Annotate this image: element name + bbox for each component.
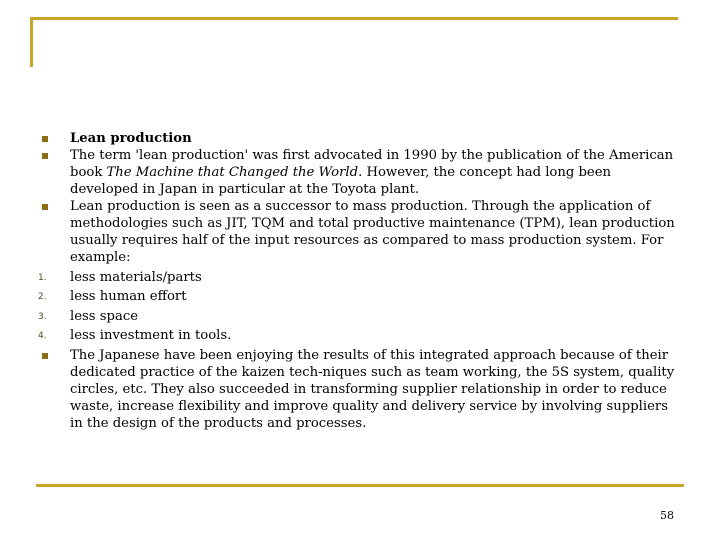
- item-text: less materials/parts: [70, 269, 202, 285]
- japanese-text: The Japanese have been enjoying the results of this integrated approach because of their dedicated practice of the kaizen tech-niques such as team working, the 5S system, quality circles, etc. They also succeeded in transforming supplier relationship in order to reduce waste, increase flexibility and improve quality and delivery service by involving suppliers in the design of the products and processes.: [70, 347, 675, 431]
- number-label: 4.: [38, 331, 47, 341]
- numbered-item-4: [38, 327, 678, 344]
- square-bullet-icon: [42, 204, 48, 210]
- item-text: less space: [70, 308, 139, 324]
- number-label: 1.: [38, 272, 47, 283]
- slide-body: [38, 130, 678, 432]
- bullet-japanese: [38, 347, 678, 432]
- item-text: less investment in tools.: [70, 328, 232, 343]
- successor-text: Lean production is seen as a successor to mass production. Through the application of methodologies such as JIT, TQM and total productive maintenance (TPM), lean production usually requires half of the input resources as compared to mass production system. For example:: [70, 199, 675, 265]
- square-bullet-icon: [42, 153, 48, 159]
- top-rule: [30, 17, 678, 20]
- number-label: 3.: [38, 311, 47, 322]
- book-title: The Machine that Changed the World: [106, 165, 359, 180]
- numbered-item-3: [38, 308, 678, 325]
- bullet-history: [38, 147, 678, 198]
- page-number: 58: [660, 509, 674, 522]
- history-text-pre: The term 'lean production' was first advocated in 1990 by the publication of the American book: [70, 148, 674, 180]
- bullet-successor: [38, 198, 678, 266]
- left-rule: [30, 17, 33, 67]
- numbered-item-1: [38, 269, 678, 286]
- number-label: 2.: [38, 292, 47, 302]
- history-text-post: . However, the concept had long been developed in Japan in particular at the Toyota plant.: [70, 165, 612, 197]
- item-text: less human effort: [70, 289, 187, 304]
- square-bullet-icon: [42, 353, 48, 359]
- bullet-title: [38, 130, 678, 147]
- numbered-item-2: [38, 288, 678, 305]
- section-title: Lean production: [70, 131, 192, 146]
- bottom-rule: [36, 484, 684, 487]
- square-bullet-icon: [42, 136, 48, 142]
